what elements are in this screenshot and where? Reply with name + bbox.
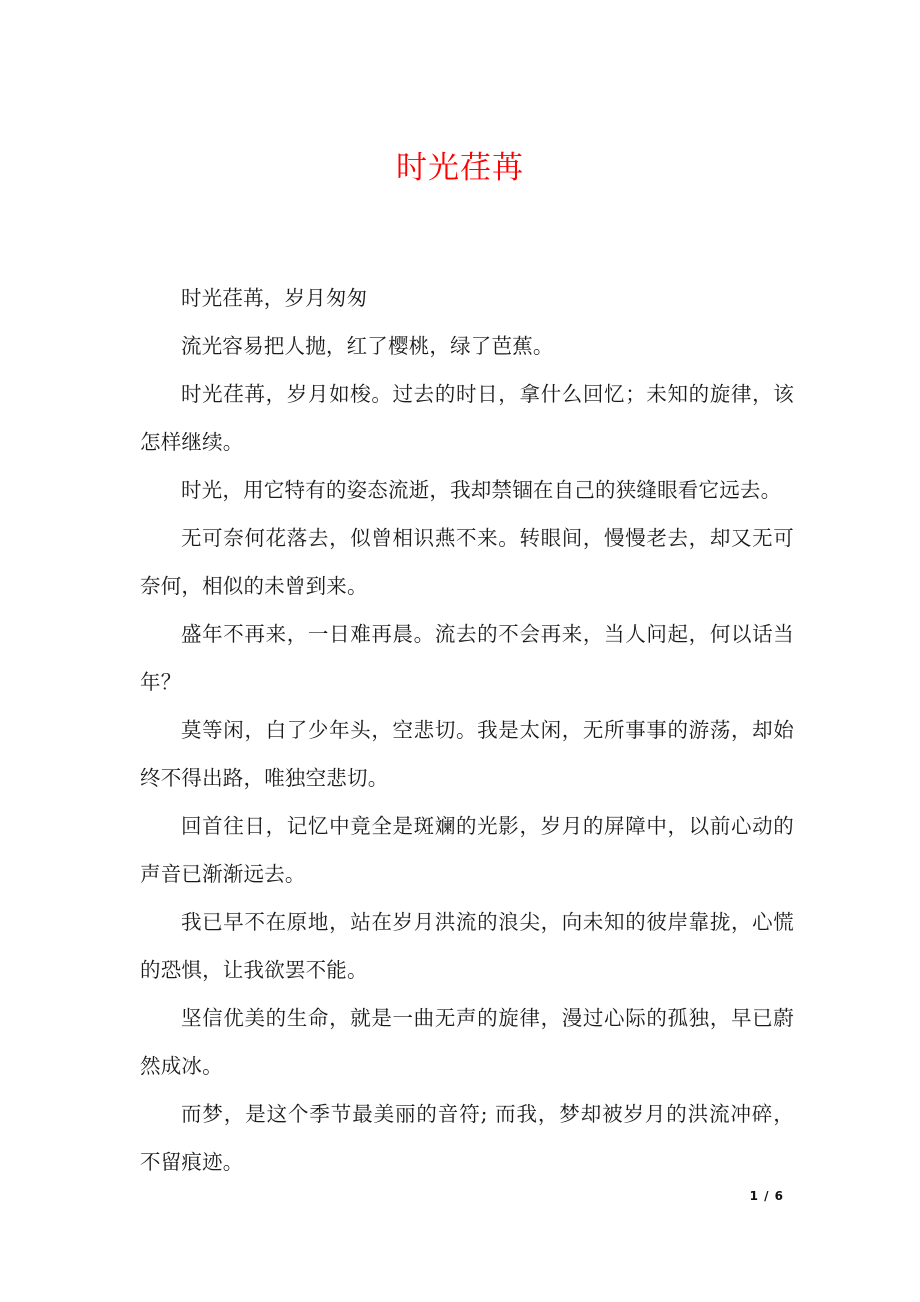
paragraph: 流光容易把人抛，红了樱桃，绿了芭蕉。 [181, 334, 554, 358]
paragraph: 时光荏苒，岁月如梭。过去的时日，拿什么回忆；未知的旋律，该怎样继续。 [140, 382, 794, 454]
paragraph: 莫等闲，白了少年头，空悲切。我是太闲，无所事事的游荡，却始终不得出路，唯独空悲切。 [140, 718, 794, 790]
paragraph: 回首往日，记忆中竟全是斑斓的光影，岁月的屏障中，以前心动的声音已渐渐远去。 [140, 814, 794, 886]
document-title: 时光荏苒 [396, 150, 524, 186]
paragraph: 时光荏苒，岁月匆匆 [181, 286, 368, 310]
paragraph: 坚信优美的生命，就是一曲无声的旋律，漫过心际的孤独，早已蔚然成冰。 [140, 1006, 794, 1078]
paragraph: 无可奈何花落去，似曾相识燕不来。转眼间，慢慢老去，却又无可奈何，相似的未曾到来。 [140, 526, 794, 598]
paragraph: 盛年不再来，一日难再晨。流去的不会再来，当人问起，何以话当年？ [140, 622, 794, 694]
page-number: 1 / 6 [749, 1189, 784, 1203]
paragraph: 我已早不在原地，站在岁月洪流的浪尖，向未知的彼岸靠拢，心慌的恐惧，让我欲罢不能。 [140, 910, 794, 982]
document-body [140, 274, 794, 1186]
paragraph: 时光，用它特有的姿态流逝，我却禁锢在自己的狭缝眼看它远去。 [181, 478, 782, 502]
paragraph: 而梦，是这个季节最美丽的音符; 而我，梦却被岁月的洪流冲碎，不留痕迹。 [140, 1102, 794, 1174]
